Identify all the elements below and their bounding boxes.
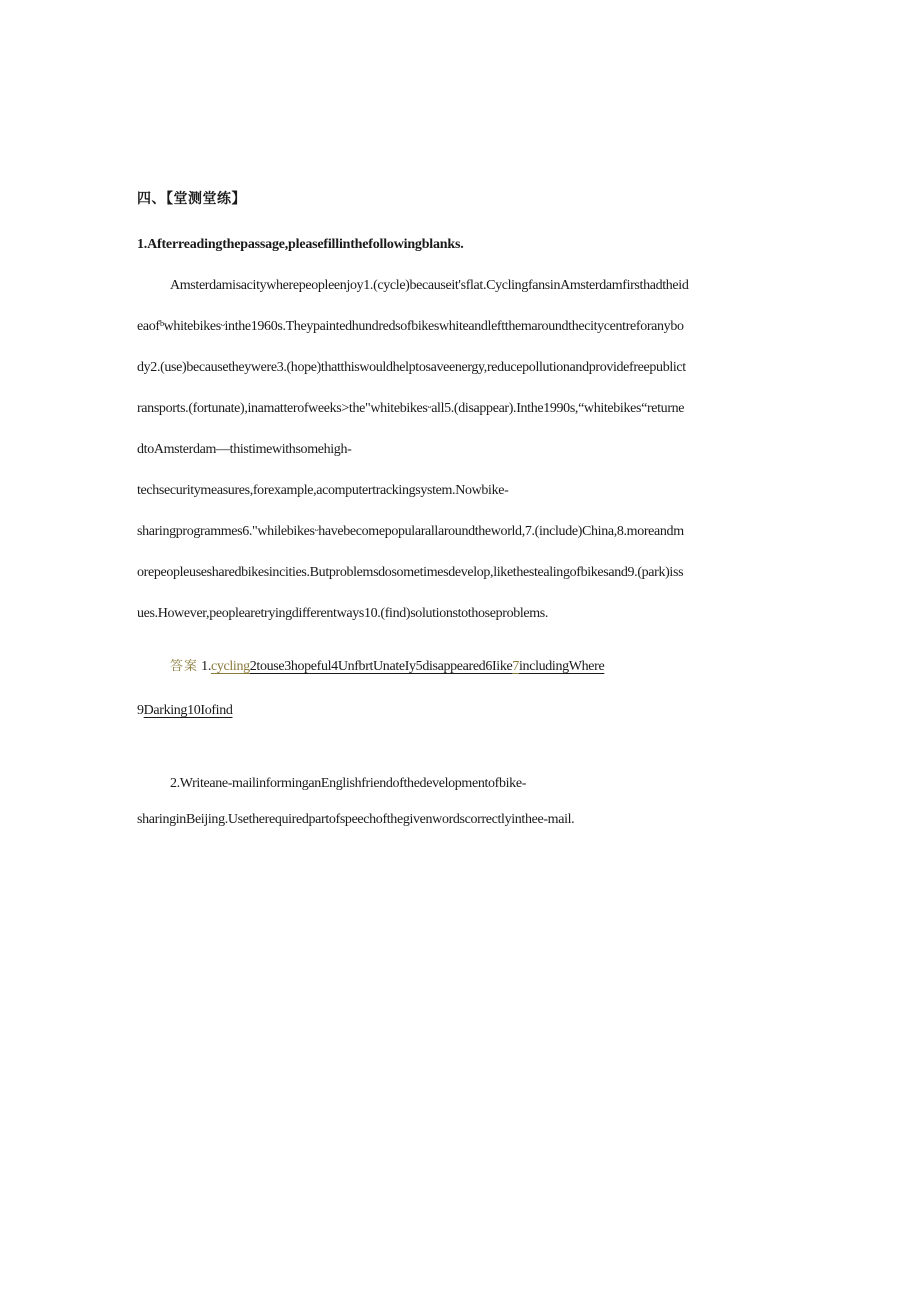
answer-fragment: 1. — [201, 659, 211, 674]
passage-line: ues.However,peoplearetryingdifferentways10.(find)solutionstothoseproblems. — [137, 606, 549, 621]
passage-line: dy2.(use)becausetheywere3.(hope)thatthiswouldhelptosaveenergy,reducepollutionandprovidefreepublict — [137, 360, 686, 375]
passage-line: eaofᵇwhitebikesᵕinthe1960s.Theypaintedhundredsofbikeswhiteandleftthemaroundthecitycentreforanybo — [137, 319, 684, 334]
passage-line: Amsterdamisacitywherepeopleenjoy1.(cycle)becauseit'sflat.CyclingfansinAmsterdamfirsthadtheid — [170, 278, 689, 293]
passage-line: dtoAmsterdam—thistimewithsomehigh- — [137, 442, 352, 457]
answer-label: 答案 — [170, 659, 199, 674]
passage-line: ransports.(fortunate),inamatterofweeks>the"whitebikesᵕall5.(disappear).Inthe1990s,“whitebikes“returne — [137, 401, 685, 416]
question-2-line: 2.Writeane-mailinforminganEnglishfriendofthedevelopmentofbike- — [170, 776, 526, 791]
section-heading: 四、【堂测堂练】 — [137, 191, 246, 207]
answer-fragment: 2touse3hopeful4UnfbrtUnateIy5disappeared6Iike — [249, 659, 513, 674]
question-2-line: sharinginBeijing.Usetherequiredpartofspeechofthegivenwordscorrectlyinthee-mail. — [137, 812, 575, 827]
answer-line-1 — [170, 658, 604, 676]
answer-line-2 — [137, 702, 233, 720]
answer-fragment: Darking10Iofind — [143, 703, 233, 718]
answer-fragment: 9 — [137, 703, 144, 718]
passage-line: orepeopleusesharedbikesincities.Butproblemsdosometimesdevelop,likethestealingofbikesand9.(park)iss — [137, 565, 684, 580]
answer-fragment: includingWhere — [519, 659, 605, 674]
question-1-title: 1.Afterreadingthepassage,pleasefillinthefollowingblanks. — [137, 237, 464, 252]
passage-line: sharingprogrammes6."whilebikesᵕhavebecomepopularallaroundtheworld,7.(include)China,8.moreandm — [137, 524, 684, 539]
answer-fragment: cycling — [210, 659, 250, 674]
answer-fragment: 7 — [512, 659, 520, 674]
passage-line: techsecuritymeasures,forexample,acomputertrackingsystem.Nowbike- — [137, 483, 509, 498]
